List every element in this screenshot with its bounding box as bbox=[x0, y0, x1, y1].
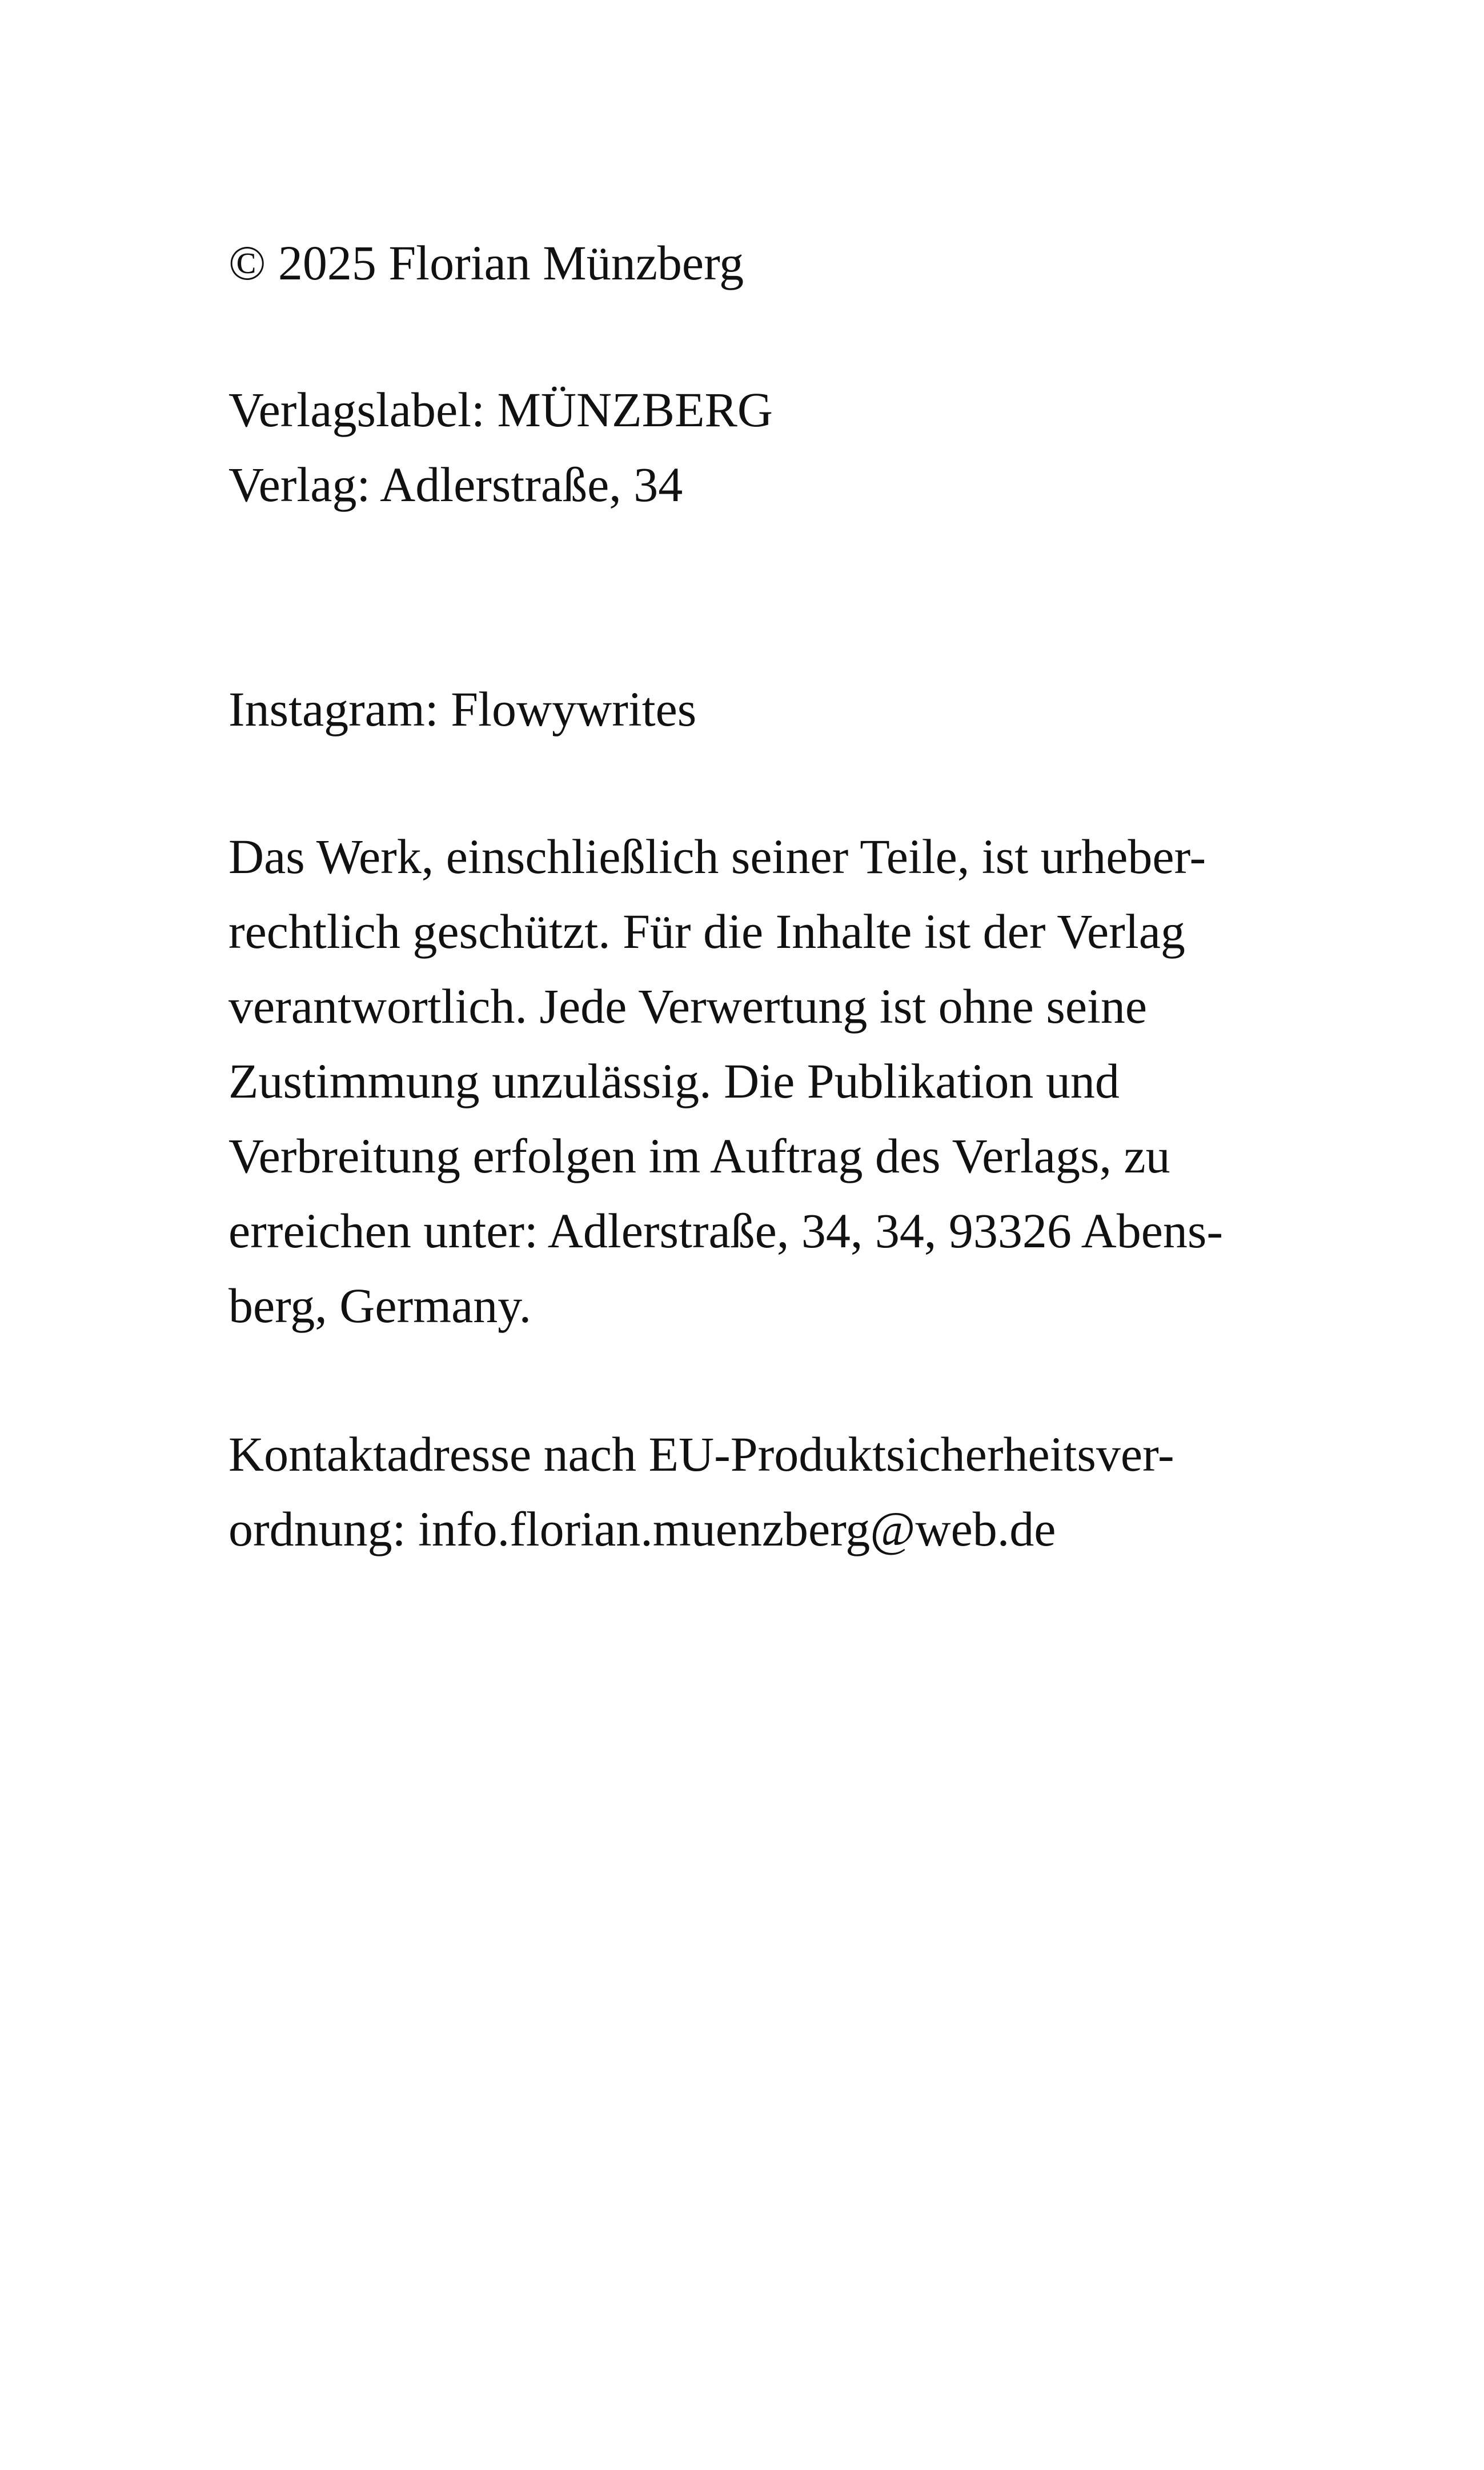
contact-line: Kontaktadresse nach EU-Produktsicherheitsver- bbox=[228, 1427, 1174, 1482]
publisher-label-line: Verlagslabel: MÜNZBERG bbox=[228, 382, 773, 437]
publisher-block bbox=[228, 373, 1291, 522]
legal-notice bbox=[228, 819, 1291, 1343]
publisher-address-line: Verlag: Adlerstraße, 34 bbox=[228, 457, 683, 512]
legal-notice-line: Zustimmung unzulässig. Die Publikation und bbox=[228, 1054, 1120, 1108]
legal-notice-line: Verbreitung erfolgen im Auftrag des Verlags, zu bbox=[228, 1128, 1170, 1183]
legal-notice-line: berg, Germany. bbox=[228, 1278, 532, 1333]
legal-notice-line: rechtlich geschützt. Für die Inhalte ist der Verlag bbox=[228, 904, 1185, 959]
copyright-line: © 2025 Florian Münzberg bbox=[228, 235, 744, 290]
contact-email-line: ordnung: info.florian.muenzberg@web.de bbox=[228, 1502, 1056, 1556]
legal-notice-line: Das Werk, einschließlich seiner Teile, ist urheber- bbox=[228, 829, 1206, 884]
instagram-line: Instagram: Flowywrites bbox=[228, 682, 697, 736]
contact-notice bbox=[228, 1417, 1291, 1567]
legal-notice-line: verantwortlich. Jede Verwertung ist ohne seine bbox=[228, 979, 1148, 1034]
legal-notice-line: erreichen unter: Adlerstraße, 34, 34, 93326 Abens- bbox=[228, 1203, 1223, 1258]
